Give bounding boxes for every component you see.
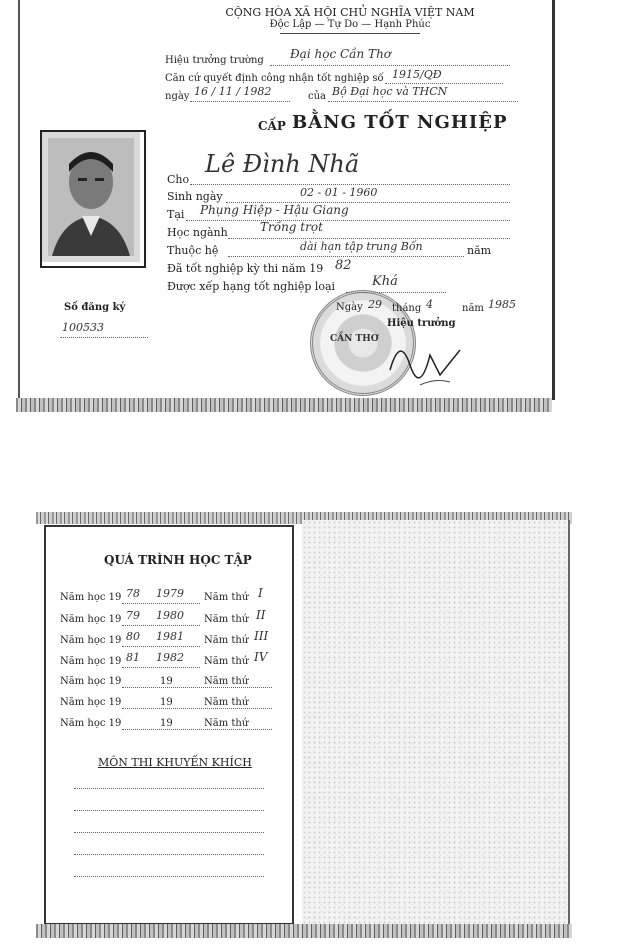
principal-title: Hiệu trưởng [387,318,456,329]
portrait-image [42,132,140,262]
study-row-to: 19 [160,697,173,708]
study-row-year-label: Năm thứ [204,635,249,646]
study-row-line [122,636,200,647]
school-name: Đại học Cần Thơ [290,47,392,61]
sign-date-label: Ngày [336,302,363,313]
encourage-line-2 [74,800,264,811]
decision-number: 1915/QĐ [392,68,442,81]
month-label: tháng [392,303,422,314]
study-row-to: 1982 [156,651,184,664]
major: Trồng trọt [260,220,323,234]
header-rule [280,33,420,34]
study-row-year-label: Năm thứ [204,592,249,603]
encourage-line-5 [74,866,264,877]
study-row-line [122,615,200,626]
grad-year: 82 [335,258,352,273]
sign-day: 29 [368,298,382,311]
study-row-line [122,657,200,668]
blank-back-page [302,520,570,924]
study-row-to: 19 [160,676,173,687]
system-label: Thuộc hệ [167,244,219,257]
study-row-from: 80 [126,630,140,643]
diploma-title: BẰNG TỐT NGHIỆP [292,112,508,133]
study-row-year-label: Năm thứ [204,656,249,667]
system-suffix: năm [467,244,492,257]
of-label: của [308,91,327,102]
study-row-year-label: Năm thứ [204,718,249,729]
rank: Khá [372,274,398,289]
grant-word: CẤP [258,119,286,133]
sign-year: 1985 [488,298,516,311]
grad-label: Đã tốt nghiệp kỳ thi năm 19 [167,262,324,275]
for-label: Cho [167,173,190,186]
sign-month: 4 [426,298,433,311]
decision-label: Căn cứ quyết định công nhận tốt nghiệp số [165,73,384,84]
study-row-label: Năm học 19 [60,676,122,687]
study-row-year: I [258,586,263,600]
encourage-line-1 [74,778,264,789]
study-row-year-label: Năm thứ [204,697,249,708]
republic-header: CỘNG HÒA XÃ HỘI CHỦ NGHĨA VIỆT NAM [225,6,475,19]
study-row-to: 1981 [156,630,184,643]
study-row-from: 81 [126,651,140,664]
birth-place: Phụng Hiệp - Hậu Giang [200,203,349,217]
study-row-line [122,677,272,688]
principal-signature [380,330,470,390]
study-row-label: Năm học 19 [60,614,122,625]
study-row-year: IV [254,650,268,664]
study-row-from: 79 [126,609,140,622]
date-label: ngày [165,91,190,102]
study-row-label: Năm học 19 [60,656,122,667]
study-row-line [122,698,272,709]
study-row-line [122,719,272,730]
reg-number: 100533 [62,321,104,334]
encourage-title: MÔN THI KHUYẾN KHÍCH [98,756,252,769]
study-row-year-label: Năm thứ [204,676,249,687]
year-label: năm [462,303,484,314]
study-row-from: 78 [126,587,140,600]
study-row-year: II [256,608,266,622]
student-photo [40,130,146,268]
birth-label: Sinh ngày [167,190,223,203]
rank-label: Được xếp hạng tốt nghiệp loại [167,280,336,293]
place-label: Tại [167,208,185,221]
study-row-line [122,593,200,604]
major-label: Học ngành [167,226,228,239]
study-row-year: III [254,629,269,643]
scan-edge-top-card [16,398,552,412]
reg-label: Số đăng ký [64,302,126,313]
system: dài hạn tập trung Bốn [300,240,423,253]
motto: Độc Lập — Tự Do — Hạnh Phúc [269,19,431,30]
study-row-label: Năm học 19 [60,718,122,729]
study-row-label: Năm học 19 [60,592,122,603]
study-row-to: 1979 [156,587,184,600]
seal-text: CẦN THƠ [330,334,379,344]
scan-edge-bottom [36,924,572,938]
study-row-to: 1980 [156,609,184,622]
encourage-line-3 [74,822,264,833]
student-name: Lê Đình Nhã [205,150,360,178]
decision-date: 16 / 11 / 1982 [194,85,272,98]
principal-label: Hiệu trưởng trường [165,55,264,66]
study-title: QUÁ TRÌNH HỌC TẬP [104,553,252,567]
encourage-line-4 [74,844,264,855]
study-row-label: Năm học 19 [60,635,122,646]
birth-date: 02 - 01 - 1960 [300,186,378,199]
issuer: Bộ Đại học và THCN [332,85,448,98]
study-row-to: 19 [160,718,173,729]
study-row-label: Năm học 19 [60,697,122,708]
study-row-year-label: Năm thứ [204,614,249,625]
